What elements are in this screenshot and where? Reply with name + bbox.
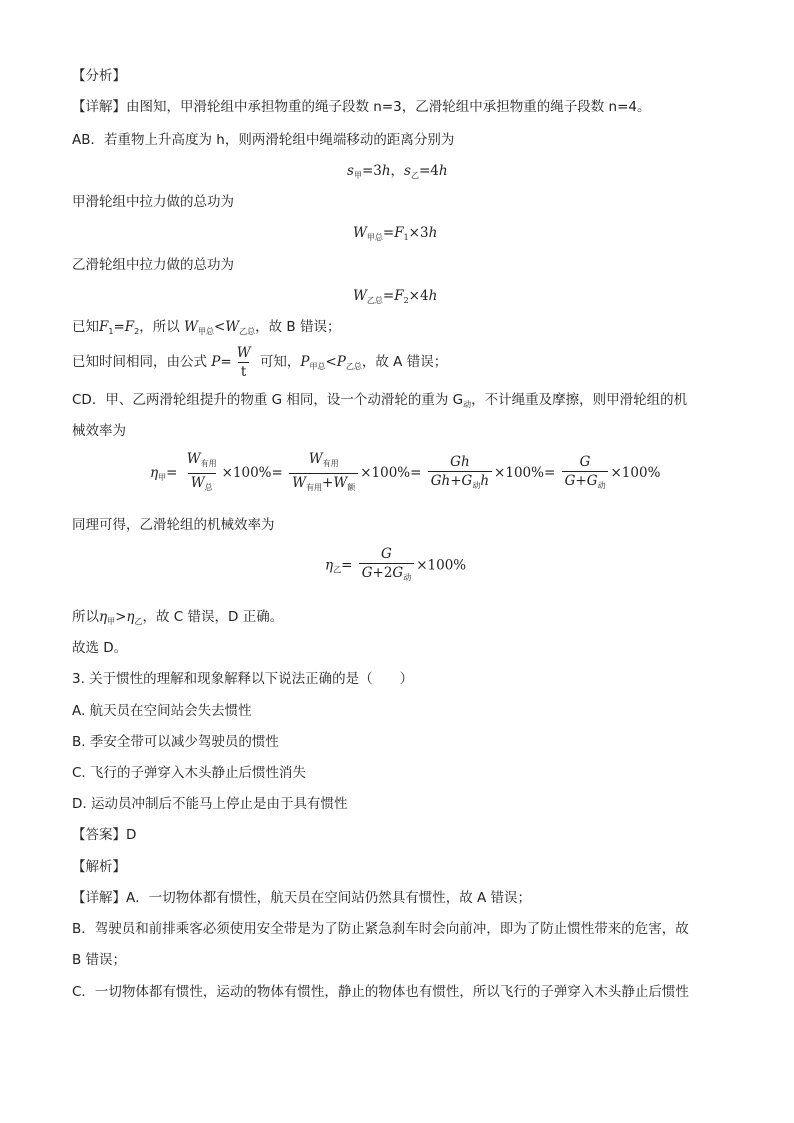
equation-efficiency-jia: $\eta_甲=$ $\frac{W_{有用}}{W_总}$ ×100%= $\frac{W_{有用}}{W_{有用}+W_额}$ ×100%= $\frac{Gh}{Gh+G_动h}$ ×100%= $\frac{G}{G+G_动}$ ×100% <box>150 450 660 498</box>
explain-line-3: B 错误； <box>72 952 127 968</box>
explain-line-1: 【详解】A．一切物体都有惯性，航天员在空间站仍然具有惯性，故 A 错误； <box>72 890 532 906</box>
equation-distance: $s_甲=3h$，$s_乙=4h$ <box>347 163 448 180</box>
option-d: D. 运动员冲制后不能马上停止是由于具有惯性 <box>72 796 348 812</box>
answer-value: D <box>126 827 137 843</box>
equation-efficiency-yi: $\eta_乙=$ $\frac{G}{G+2G_动}$ ×100% <box>325 545 466 591</box>
explain-line-4: C．一切物体都有惯性，运动的物体有惯性，静止的物体也有惯性，所以飞行的子弹穿入木头静止后惯性 <box>72 984 689 1000</box>
efficiency-label-line: 械效率为 <box>72 423 126 439</box>
detail-label: 【详解】 <box>72 99 126 115</box>
option-c: C. 飞行的子弹穿入木头静止后惯性消失 <box>72 765 307 781</box>
jia-work-line: 甲滑轮组中拉力做的总功为 <box>72 194 234 210</box>
choose-line: 故选 D。 <box>72 640 128 656</box>
detail-line-1 <box>72 97 651 117</box>
analysis-heading: 【分析】 <box>72 68 126 84</box>
equation-work-yi: $W_{乙总}=F_2\times 4h$ <box>353 288 438 305</box>
question-3: 3. 关于惯性的理解和现象解释以下说法正确的是（ ） <box>72 671 414 687</box>
power-fraction: $\frac{W}{t}$ <box>236 344 251 380</box>
cd-line: CD．甲、乙两滑轮组提升的物重 G 相同，设一个动滑轮的重为 $G_动$，不计绳重及摩擦，则甲滑轮组的机 <box>72 392 688 409</box>
yi-work-line: 乙滑轮组中拉力做的总功为 <box>72 257 234 273</box>
detail-text: 由图知，甲滑轮组中承担物重的绳子段数 n=3，乙滑轮组中承担物重的绳子段数 n=4。 <box>126 99 651 115</box>
known-force-line: 已知$F_1=F_2$，所以 $W_{甲总}<W_{乙总}$，故 B 错误； <box>72 319 341 336</box>
conclusion-line: 所以$\eta_甲>\eta_乙$，故 C 错误，D 正确。 <box>72 609 284 626</box>
yi-efficiency-line: 同理可得，乙滑轮组的机械效率为 <box>72 517 275 533</box>
equation-work-jia: $W_{甲总}=F_1\times 3h$ <box>353 225 438 242</box>
ab-line: AB．若重物上升高度为 h，则两滑轮组中绳端移动的距离分别为 <box>72 132 455 148</box>
answer-line: 【答案】D <box>72 827 137 843</box>
option-a: A. 航天员在空间站会失去惯性 <box>72 703 252 719</box>
power-line: 已知时间相同，由公式 P= $\frac{W}{t}$ 可知，$P_{甲总}<P_{乙总}$，故 A 错误； <box>72 344 448 380</box>
explain-line-2: B．驾驶员和前排乘客必须使用安全带是为了防止紧急刹车时会向前冲，即为了防止惯性带来的危害，故 <box>72 921 689 937</box>
option-b: B. 季安全带可以减少驾驶员的惯性 <box>72 734 279 750</box>
explain-heading: 【解析】 <box>72 859 126 875</box>
